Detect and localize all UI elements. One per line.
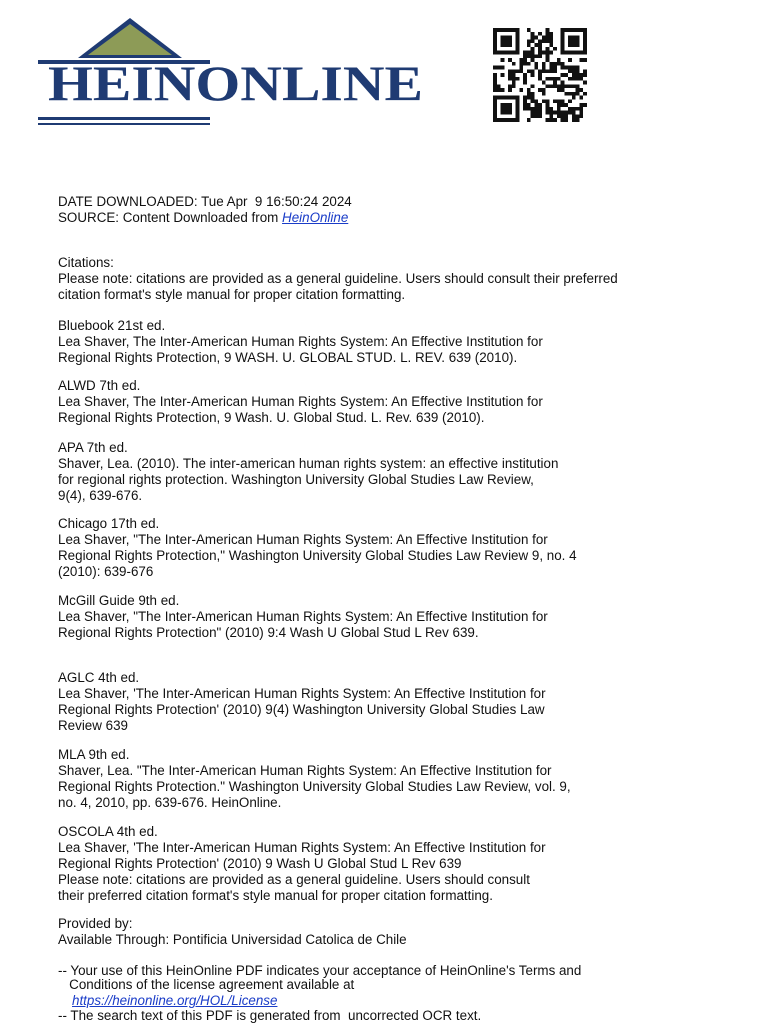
chicago-citation: (2010): 639-676	[58, 564, 154, 579]
mla-citation: Regional Rights Protection." Washington University Global Studies Law Review, vol. 9,	[58, 779, 571, 794]
citations-heading: Citations:	[58, 255, 114, 270]
qr-code	[488, 28, 592, 122]
aglc-citation: Regional Rights Protection' (2010) 9(4) Washington University Global Studies Law	[58, 702, 545, 717]
oscola-label: OSCOLA 4th ed.	[58, 824, 158, 839]
terms-notice: -- Your use of this HeinOnline PDF indicates your acceptance of HeinOnline's Terms and	[58, 963, 582, 978]
mcgill-label: McGill Guide 9th ed.	[58, 593, 180, 608]
oscola-note: Please note: citations are provided as a general guideline. Users should consult	[58, 872, 530, 887]
license-line	[58, 993, 277, 1009]
alwd-citation: Lea Shaver, The Inter-American Human Rights System: An Effective Institution for	[58, 394, 543, 409]
terms-notice: Conditions of the license agreement available at	[58, 977, 355, 992]
chicago-citation: Lea Shaver, "The Inter-American Human Rights System: An Effective Institution for	[58, 532, 548, 547]
heinonline-link[interactable]: HeinOnline	[282, 210, 349, 225]
bluebook-label: Bluebook 21st ed.	[58, 318, 166, 333]
apa-citation: Shaver, Lea. (2010). The inter-american human rights system: an effective institution	[58, 456, 559, 471]
logo-wordmark: HEINONLINE	[48, 55, 423, 111]
aglc-citation: Review 639	[58, 718, 128, 733]
oscola-citation: Regional Rights Protection' (2010) 9 Wash U Global Stud L Rev 639	[58, 856, 462, 871]
heinonline-logo	[38, 14, 428, 132]
mcgill-citation: Lea Shaver, "The Inter-American Human Rights System: An Effective Institution for	[58, 609, 548, 624]
oscola-note: their preferred citation format's style manual for proper citation formatting.	[58, 888, 493, 903]
date-downloaded: DATE DOWNLOADED: Tue Apr 9 16:50:24 2024	[58, 194, 352, 209]
bluebook-citation: Regional Rights Protection, 9 WASH. U. GLOBAL STUD. L. REV. 639 (2010).	[58, 350, 518, 365]
alwd-label: ALWD 7th ed.	[58, 378, 141, 393]
chicago-citation: Regional Rights Protection," Washington University Global Studies Law Review 9, no. 4	[58, 548, 577, 563]
oscola-citation: Lea Shaver, 'The Inter-American Human Rights System: An Effective Institution for	[58, 840, 546, 855]
license-link[interactable]: https://heinonline.org/HOL/License	[72, 993, 278, 1008]
mcgill-citation: Regional Rights Protection" (2010) 9:4 Wash U Global Stud L Rev 639.	[58, 625, 479, 640]
source-line	[58, 210, 348, 226]
aglc-citation: Lea Shaver, 'The Inter-American Human Rights System: An Effective Institution for	[58, 686, 546, 701]
apa-citation: for regional rights protection. Washington University Global Studies Law Review,	[58, 472, 534, 487]
aglc-label: AGLC 4th ed.	[58, 670, 140, 685]
source-prefix: SOURCE: Content Downloaded from	[58, 210, 283, 225]
mla-label: MLA 9th ed.	[58, 747, 130, 762]
citations-note: citation format's style manual for proper citation formatting.	[58, 287, 406, 302]
provided-by: Provided by:	[58, 916, 133, 931]
mla-citation: no. 4, 2010, pp. 639-676. HeinOnline.	[58, 795, 282, 810]
alwd-citation: Regional Rights Protection, 9 Wash. U. Global Stud. L. Rev. 639 (2010).	[58, 410, 485, 425]
apa-label: APA 7th ed.	[58, 440, 128, 455]
mla-citation: Shaver, Lea. "The Inter-American Human Rights System: An Effective Institution for	[58, 763, 552, 778]
bluebook-citation: Lea Shaver, The Inter-American Human Rights System: An Effective Institution for	[58, 334, 543, 349]
available-through: Available Through: Pontificia Universidad Catolica de Chile	[58, 932, 407, 947]
citations-note: Please note: citations are provided as a general guideline. Users should consult their preferred	[58, 271, 618, 286]
ocr-notice: -- The search text of this PDF is generated from uncorrected OCR text.	[58, 1008, 482, 1023]
chicago-label: Chicago 17th ed.	[58, 516, 160, 531]
apa-citation: 9(4), 639-676.	[58, 488, 143, 503]
